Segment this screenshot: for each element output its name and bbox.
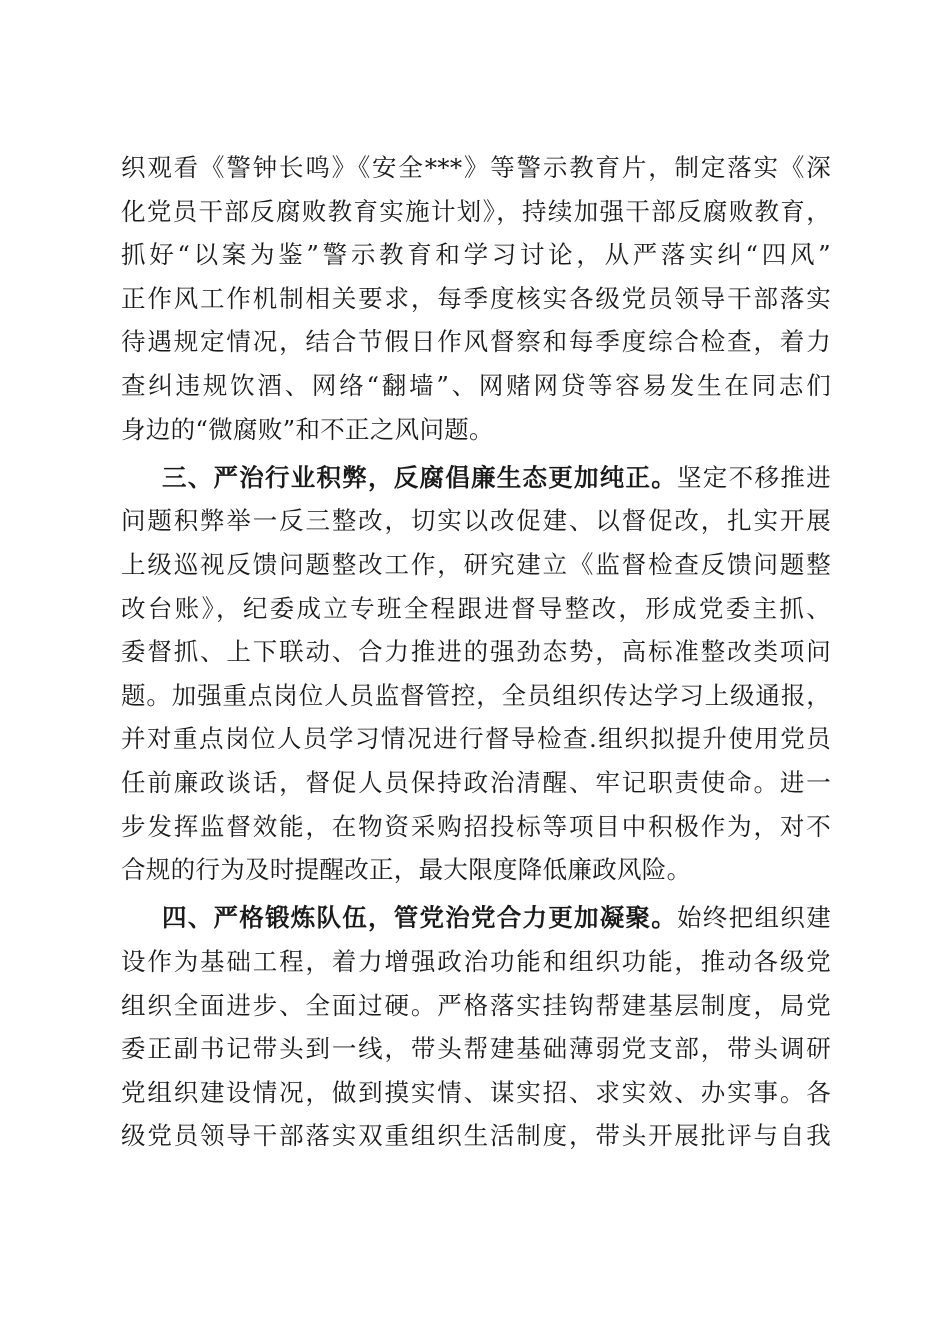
text-line: 正作风工作机制相关要求，每季度核实各级党员领导干部落实 (121, 283, 831, 313)
text-line: 党组织建设情况，做到摸实情、谋实招、求实效、办实事。各 (121, 1077, 831, 1107)
section-three-lead-text: 坚定不移推进 (676, 462, 831, 492)
section-four-first-line (121, 896, 831, 940)
document-body (121, 146, 831, 1158)
text-line: 级党员领导干部落实双重组织生活制度，带头开展批评与自我 (121, 1121, 831, 1151)
text-line: 问题积弊举一反三整改，切实以改促建、以督促改，扎实开展 (121, 506, 831, 536)
section-three-first-line (121, 456, 831, 500)
text-line: 组织全面进步、全面过硬。严格落实挂钩帮建基层制度，局党 (121, 990, 831, 1020)
paragraph-warning-education (121, 146, 831, 451)
section-four-heading: 四、严格锻炼队伍，管党治党合力更加凝聚。 (162, 903, 677, 933)
text-line: 身边的“微腐败”和不正之风问题。 (121, 414, 494, 444)
text-line: 委督抓、上下联动、合力推进的强劲态势，高标准整改类项问 (121, 637, 831, 667)
text-line: 题。加强重点岗位人员监督管控，全员组织传达学习上级通报， (121, 680, 831, 710)
section-four-lead-text: 始终把组织建 (676, 903, 831, 933)
text-line: 设作为基础工程，着力增强政治功能和组织功能，推动各级党 (121, 947, 831, 977)
text-line: 委正副书记带头到一线，带头帮建基础薄弱党支部，带头调研 (121, 1034, 831, 1064)
text-line: 步发挥监督效能，在物资采购招投标等项目中积极作为，对不 (121, 811, 831, 841)
section-three-heading: 三、严治行业积弊，反腐倡廉生态更加纯正。 (162, 462, 677, 492)
text-line: 合规的行为及时提醒改正，最大限度降低廉政风险。 (121, 855, 692, 885)
text-line: 查纠违规饮酒、网络“翻墙”、网赌网贷等容易发生在同志们 (121, 370, 831, 400)
text-line: 待遇规定情况，结合节假日作风督察和每季度综合检查，着力 (121, 327, 831, 357)
text-line: 抓好“以案为鉴”警示教育和学习讨论，从严落实纠“四风” (121, 240, 831, 270)
paragraph-section-three (121, 456, 831, 892)
text-line: 任前廉政谈话，督促人员保持政治清醒、牢记职责使命。进一 (121, 768, 831, 797)
text-line: 织观看《警钟长鸣》《安全***》等警示教育片，制定落实《深 (121, 153, 831, 182)
text-line: 上级巡视反馈问题整改工作，研究建立《监督检查反馈问题整 (121, 550, 831, 580)
text-line: 改台账》，纪委成立专班全程跟进督导整改，形成党委主抓、 (121, 593, 831, 623)
text-line: 并对重点岗位人员学习情况进行督导检查.组织拟提升使用党员 (121, 724, 831, 754)
paragraph-section-four (121, 896, 831, 1158)
text-line: 化党员干部反腐败教育实施计划》，持续加强干部反腐败教育， (121, 196, 831, 226)
